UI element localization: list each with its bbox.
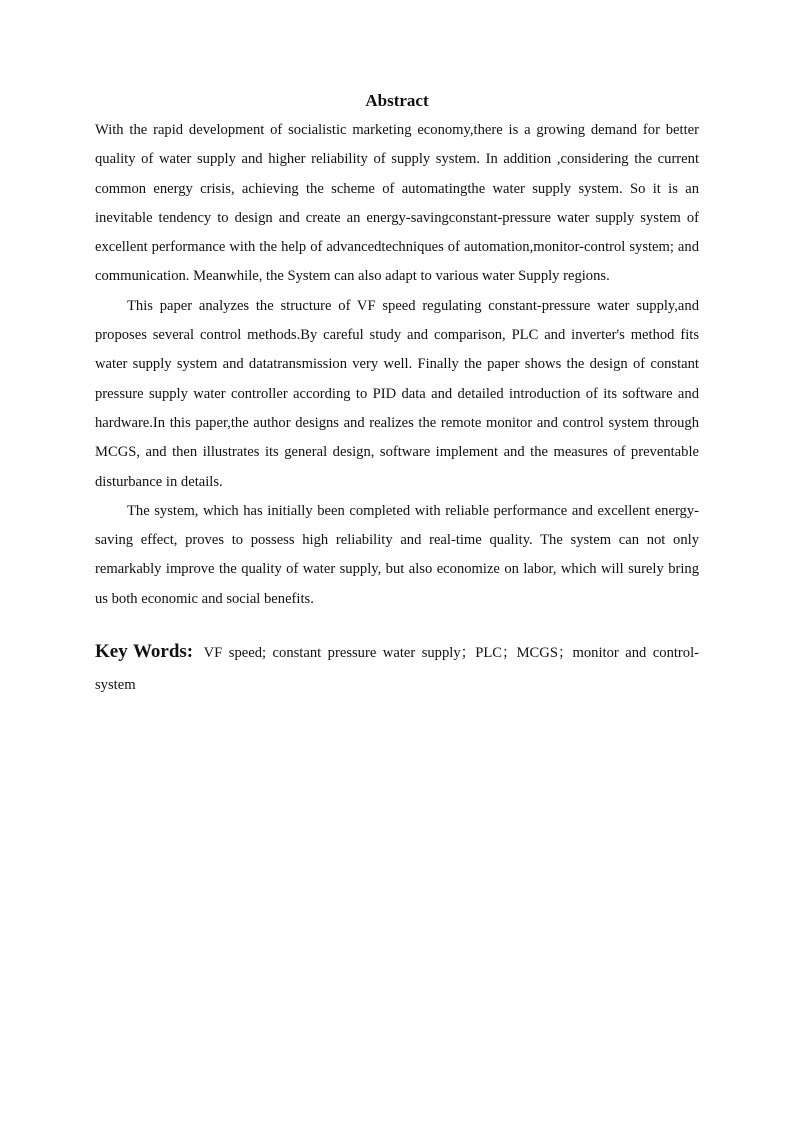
abstract-paragraph-2: This paper analyzes the structure of VF speed regulating constant-pressure water supply,and proposes several control methods.By careful study and comparison, PLC and inverter's method fits water supply system and datatransmission very well. Finally the paper shows the design of constant pressure supply water controller according to PID data and detailed introduction of its software and hardware.In this paper,the author designs and realizes the remote monitor and control system through MCGS, and then illustrates its general design, software implement and the measures of preventable disturbance in details. bbox=[95, 297, 699, 490]
abstract-title: Abstract bbox=[365, 91, 429, 110]
keywords-label: Key Words: bbox=[95, 641, 194, 663]
abstract-paragraph-1: With the rapid development of socialistic marketing economy,there is a growing demand for better quality of water supply and higher reliability of supply system. In addition ,considering the current common energy crisis, achieving the scheme of automatingthe water supply system. So it is an inevitable tendency to design and create an energy-savingconstant-pressure water supply system of excellent performance with the help of advancedtechniques of automation,monitor-control system; and communication. Meanwhile, the System can also adapt to various water Supply regions. bbox=[95, 122, 699, 285]
keywords-section bbox=[95, 636, 699, 701]
keywords-list: VF speed; constant pressure water supply；PLC；MCGS；monitor and control- system bbox=[95, 645, 699, 694]
abstract-page bbox=[95, 88, 699, 701]
abstract-paragraph-3: The system, which has initially been completed with reliable performance and excellent energy-saving effect, proves to possess high reliability and real-time quality. The system can not only remarkably improve the quality of water supply, but also economize on labor, which will surely bring us both economic and social benefits. bbox=[95, 502, 699, 607]
